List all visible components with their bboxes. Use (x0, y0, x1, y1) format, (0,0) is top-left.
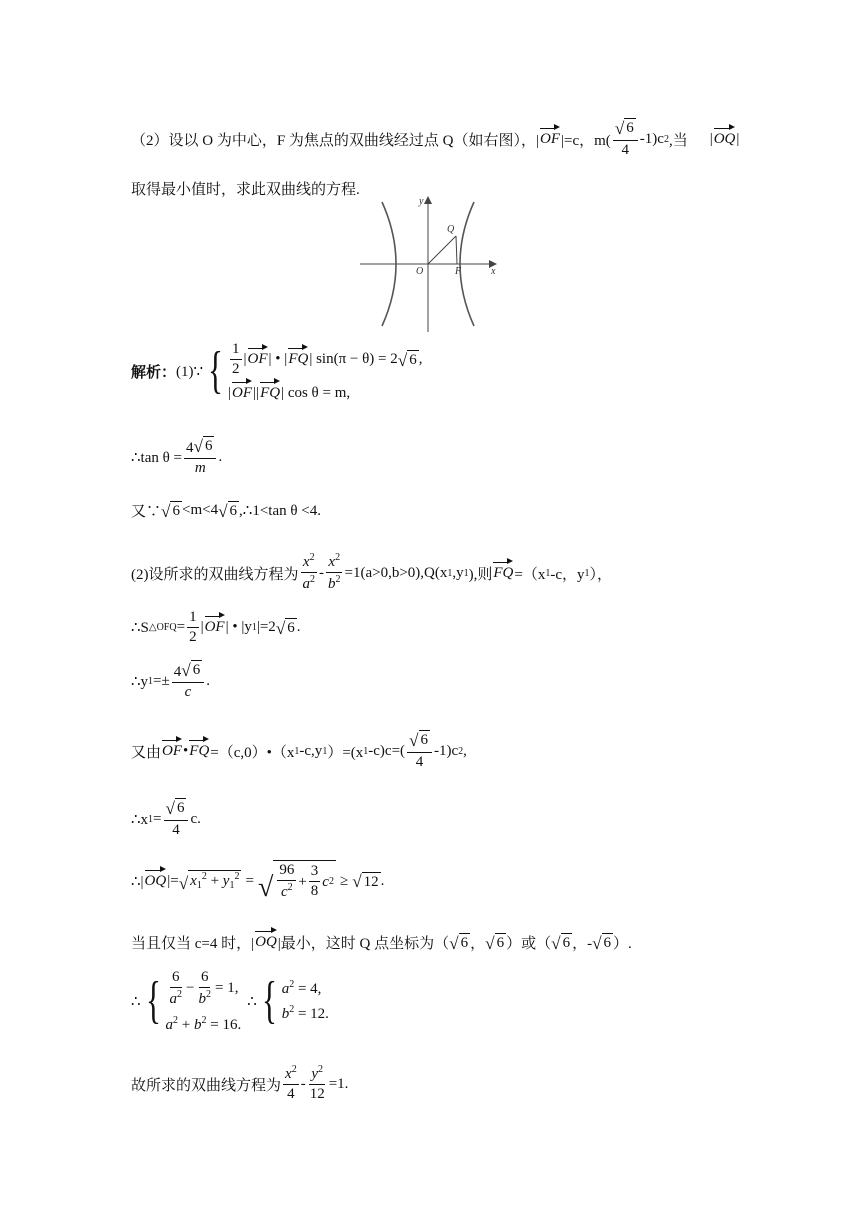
figure-label-o: O (416, 266, 424, 277)
fraction-sqrt6-over-4: √ 6 4 (613, 118, 638, 160)
oq-length-line: ∴| OQ |= √ $x_1^2 + y_1^2$ = √ $\frac{96}{c^2}$ + $\frac{3}{8}$ c 2 ≥ √ 12 . (131, 862, 385, 904)
hyperbola-figure (360, 192, 502, 332)
y1-line: ∴y 1 =± 4 √ 6 c . (131, 660, 210, 700)
final-answer-line: 故所求的双曲线方程为 $\frac{x^2}{4}$ - $\frac{y^2}{12}$ =1. (131, 1064, 349, 1102)
minimum-line: 当且仅当 c=4 时，| OQ |最小，这时 Q 点坐标为（ √ 6 ， √ 6 ）或（ √ 6 ，- √ 6 ）. (131, 933, 632, 953)
figure-label-q: Q (447, 224, 455, 235)
problem-line-1: （2）设以 O 为中心，F 为焦点的双曲线经过点 Q（如右图），| OF |=c，m( √ 6 4 -1)c 2 ,当 | OQ | (131, 118, 739, 160)
figure-label-x: x (491, 266, 496, 277)
figure-label-f: F (455, 266, 462, 277)
problem-line-2: 取得最小值时，求此双曲线的方程. (131, 182, 360, 198)
hyperbola-setup-line: (2)设所求的双曲线方程为 $\frac{x^2}{a^2}$ - $\frac{x^2}{b^2}$ =1(a>0,b>0),Q(x 1 ,y 1 ),则 FQ =（x 1 -c，y 1 ）， (131, 552, 612, 592)
range-line: 又∵ √ 6 <m<4 √ 6 ,∴1<tan θ <4. (131, 501, 322, 521)
vector-OF: OF (540, 130, 561, 147)
dot-product-line: 又由 OF • FQ =（c,0）•（x 1 -c,y 1 ）=(x 1 -c)c=( √ 6 4 -1)c 2 , (131, 730, 467, 770)
figure-label-y: y (419, 196, 424, 207)
x1-line: ∴x 1 = √ 6 4 c. (131, 798, 201, 838)
system-solution-line: ∴ { $\frac{6}{a^2}$ − $\frac{6}{b^2}$ = 1, $a^2 + b^2 = 16$. ∴ { $a^2 = 4$, $b^2 = 12$. (131, 969, 329, 1034)
area-line: ∴S △OFQ = $\frac{1}{2}$ | OF | • |y 1 |=2 √ 6 . (131, 609, 301, 645)
vector-OQ: OQ (713, 130, 736, 147)
tan-line: ∴tan θ = 4 √ 6 m . (131, 436, 223, 476)
solution-part1: 解析： (1)∵ { $\frac{1}{2}$ | OF | • | FQ | sin(π − θ) = 2 √ 6 , | OF || FQ | cos θ = m, (131, 341, 423, 402)
